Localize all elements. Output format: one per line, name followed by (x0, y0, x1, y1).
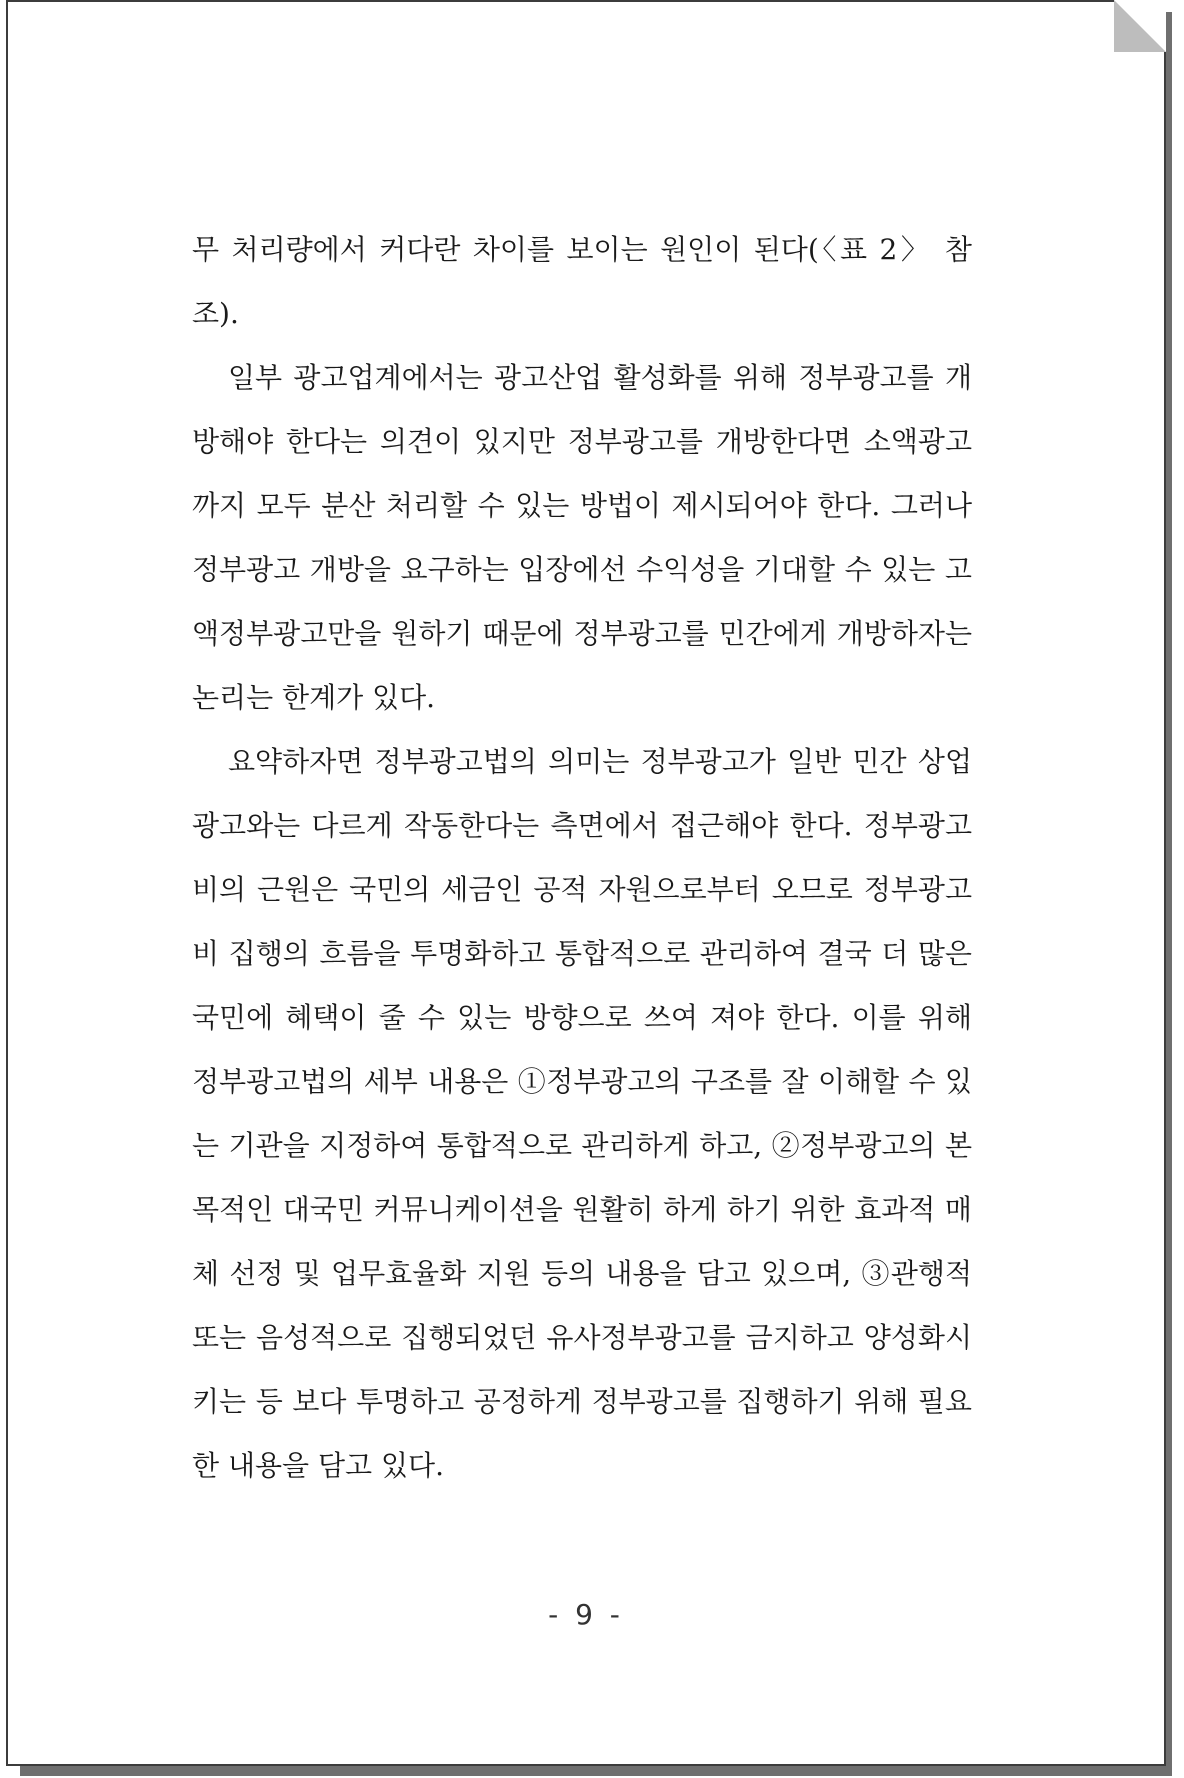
page-fold-corner (1114, 0, 1166, 52)
paragraph-summary: 요약하자면 정부광고법의 의미는 정부광고가 일반 민간 상업광고와는 다르게 작동한다는 측면에서 접근해야 한다. 정부광고비의 근원은 국민의 세금인 공적 자원으로부터 오므로 정부광고비 집행의 흐름을 투명화하고 통합적으로 관리하여 결국 더 많은 국민에 혜택이 줄 수 있는 방향으로 쓰여 져야 한다. 이를 위해 정부광고법의 세부 내용은 ①정부광고의 구조를 잘 이해할 수 있는 기관을 지정하여 통합적으로 관리하게 하고, ②정부광고의 본목적인 대국민 커뮤니케이션을 원활히 하게 하기 위한 효과적 매체 선정 및 업무효율화 지원 등의 내용을 담고 있으며, ③관행적 또는 음성적으로 집행되었던 유사정부광고를 금지하고 양성화시키는 등 보다 투명하고 공정하게 정부광고를 집행하기 위해 필요한 내용을 담고 있다. (192, 745, 972, 1482)
page-number: - 9 - (548, 1598, 624, 1631)
body-text (192, 218, 972, 1498)
paragraph-advertising-opening: 일부 광고업계에서는 광고산업 활성화를 위해 정부광고를 개방해야 한다는 의견이 있지만 정부광고를 개방한다면 소액광고까지 모두 분산 처리할 수 있는 방법이 제시되어야 한다. 그러나 정부광고 개방을 요구하는 입장에선 수익성을 기대할 수 있는 고액정부광고만을 원하기 때문에 정부광고를 민간에게 개방하자는 논리는 한계가 있다. (192, 361, 972, 714)
paragraph-continuation: 무 처리량에서 커다란 차이를 보이는 원인이 된다(〈표 2〉 참조). (192, 233, 972, 330)
